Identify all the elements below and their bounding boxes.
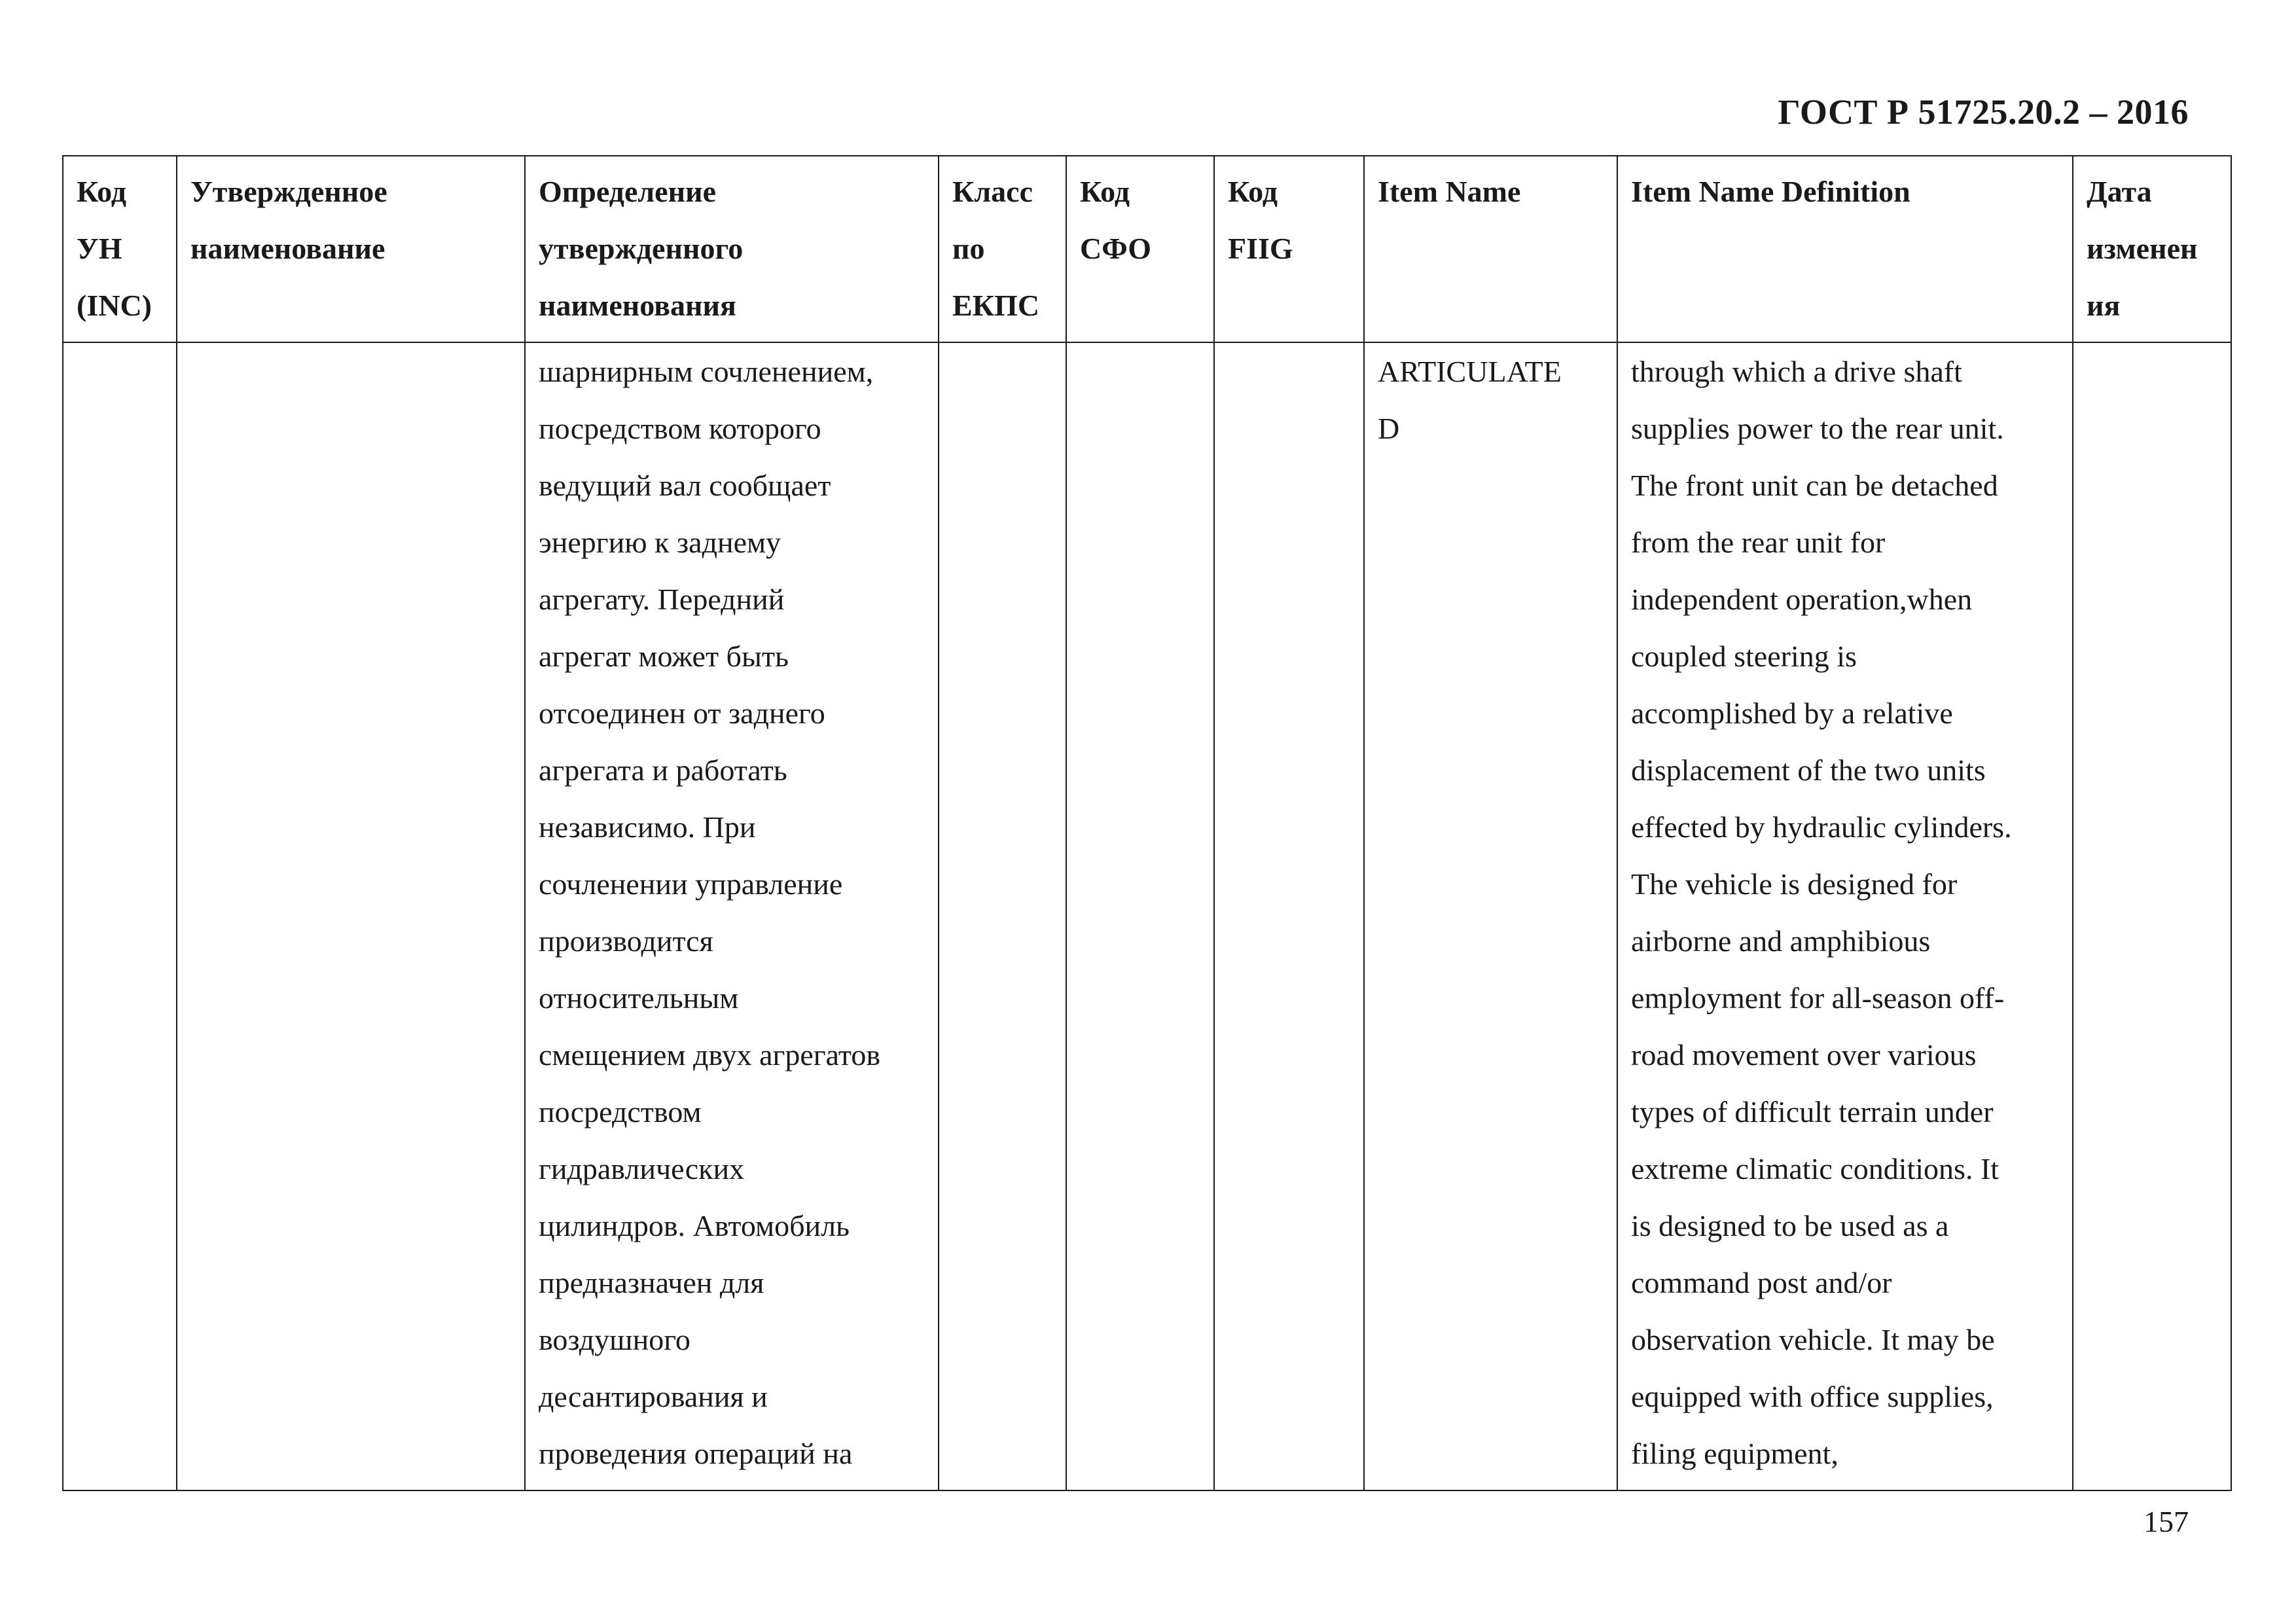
cell-text-line: относительным: [539, 981, 739, 1015]
cell-text-line: агрегат может быть: [539, 640, 789, 673]
cell-text-line: airborne and amphibious: [1631, 924, 1931, 958]
cell-text-line: Код: [1080, 175, 1130, 208]
table-header-row: [63, 156, 2231, 342]
cell-text-line: road movement over various: [1631, 1038, 1977, 1072]
cell-text-line: observation vehicle. It may be: [1631, 1323, 1995, 1356]
document-standard-id: ГОСТ Р 51725.20.2 – 2016: [1778, 92, 2189, 132]
cell-text-line: Определение: [539, 175, 717, 208]
header-definition: [525, 156, 939, 342]
cell-text-line: наименование: [190, 232, 386, 265]
cell-text-line: ведущий вал сообщает: [539, 469, 831, 502]
cell-text-line: FIIG: [1228, 232, 1293, 265]
cell-text-line: is designed to be used as a: [1631, 1209, 1949, 1242]
cell-text-line: displacement of the two units: [1631, 753, 1986, 787]
cell-text-line: Дата: [2087, 175, 2152, 208]
cell-text-line: effected by hydraulic cylinders.: [1631, 810, 2012, 844]
cell-text-line: ARTICULATE: [1378, 355, 1562, 388]
cell-text-line: D: [1378, 412, 1400, 445]
cell-text-line: Item Name: [1378, 175, 1521, 208]
cell-text-line: through which a drive shaft: [1631, 355, 1962, 388]
cell-inc: [63, 342, 177, 1490]
header-item-name-definition: [1617, 156, 2073, 342]
cell-text-line: ЕКПС: [952, 289, 1040, 322]
header-inc: [63, 156, 177, 342]
cell-text-line: проведения операций на: [539, 1437, 853, 1470]
cell-approved-name: [177, 342, 525, 1490]
cell-item-name-definition: [1617, 342, 2073, 1490]
cell-text-line: посредством: [539, 1095, 702, 1128]
header-class-ekps: [939, 156, 1066, 342]
cell-text-line: воздушного: [539, 1323, 691, 1356]
cell-text-line: изменен: [2087, 232, 2198, 265]
cell-text-line: Класс: [952, 175, 1033, 208]
cell-text-line: independent operation,when: [1631, 583, 1973, 616]
cell-text-line: смещением двух агрегатов: [539, 1038, 881, 1072]
table-row: [63, 342, 2231, 1490]
page-number: 157: [2144, 1505, 2189, 1538]
cell-text-line: employment for all-season off-: [1631, 981, 2005, 1015]
data-table: [62, 155, 2232, 1491]
cell-text-line: гидравлических: [539, 1152, 745, 1185]
cell-text-line: equipped with office supplies,: [1631, 1380, 1994, 1413]
cell-text-line: The vehicle is designed for: [1631, 867, 1958, 901]
cell-code-sfo: [1066, 342, 1214, 1490]
cell-text-line: посредством которого: [539, 412, 821, 445]
cell-class-ekps: [939, 342, 1066, 1490]
cell-text-line: наименования: [539, 289, 736, 322]
cell-code-fiig: [1214, 342, 1364, 1490]
cell-text-line: энергию к заднему: [539, 526, 781, 559]
cell-text-line: десантирования и: [539, 1380, 768, 1413]
cell-change-date: [2073, 342, 2231, 1490]
cell-text-line: по: [952, 232, 985, 265]
cell-text-line: сочленении управление: [539, 867, 843, 901]
cell-text-line: extreme climatic conditions. It: [1631, 1152, 2000, 1185]
cell-text-line: предназначен для: [539, 1266, 764, 1299]
cell-text-line: from the rear unit for: [1631, 526, 1886, 559]
cell-text-line: filing equipment,: [1631, 1437, 1839, 1470]
cell-text-line: СФО: [1080, 232, 1152, 265]
cell-text-line: Код: [1228, 175, 1278, 208]
cell-text-line: Утвержденное: [190, 175, 387, 208]
header-code-fiig: [1214, 156, 1364, 342]
cell-text-line: Код: [77, 175, 127, 208]
cell-text-line: (INC): [77, 289, 152, 322]
cell-text-line: Item Name Definition: [1631, 175, 1910, 208]
cell-text-line: независимо. При: [539, 810, 756, 844]
header-change-date: [2073, 156, 2231, 342]
cell-text-line: The front unit can be detached: [1631, 469, 1998, 502]
cell-text-line: производится: [539, 924, 713, 958]
cell-text-line: агрегата и работать: [539, 753, 787, 787]
cell-text-line: coupled steering is: [1631, 640, 1857, 673]
cell-text-line: supplies power to the rear unit.: [1631, 412, 2004, 445]
header-item-name: [1364, 156, 1617, 342]
cell-text-line: ия: [2087, 289, 2121, 322]
cell-text-line: accomplished by a relative: [1631, 696, 1953, 730]
cell-text-line: command post and/or: [1631, 1266, 1892, 1299]
cell-text-line: types of difficult terrain under: [1631, 1095, 1994, 1128]
cell-text-line: агрегату. Передний: [539, 583, 785, 616]
header-code-sfo: [1066, 156, 1214, 342]
cell-text-line: утвержденного: [539, 232, 744, 265]
cell-text-line: шарнирным сочленением,: [539, 355, 874, 388]
header-approved-name: [177, 156, 525, 342]
cell-text-line: отсоединен от заднего: [539, 696, 825, 730]
cell-item-name: [1364, 342, 1617, 1490]
cell-text-line: УН: [77, 232, 122, 265]
cell-text-line: цилиндров. Автомобиль: [539, 1209, 850, 1242]
cell-definition: [525, 342, 939, 1490]
